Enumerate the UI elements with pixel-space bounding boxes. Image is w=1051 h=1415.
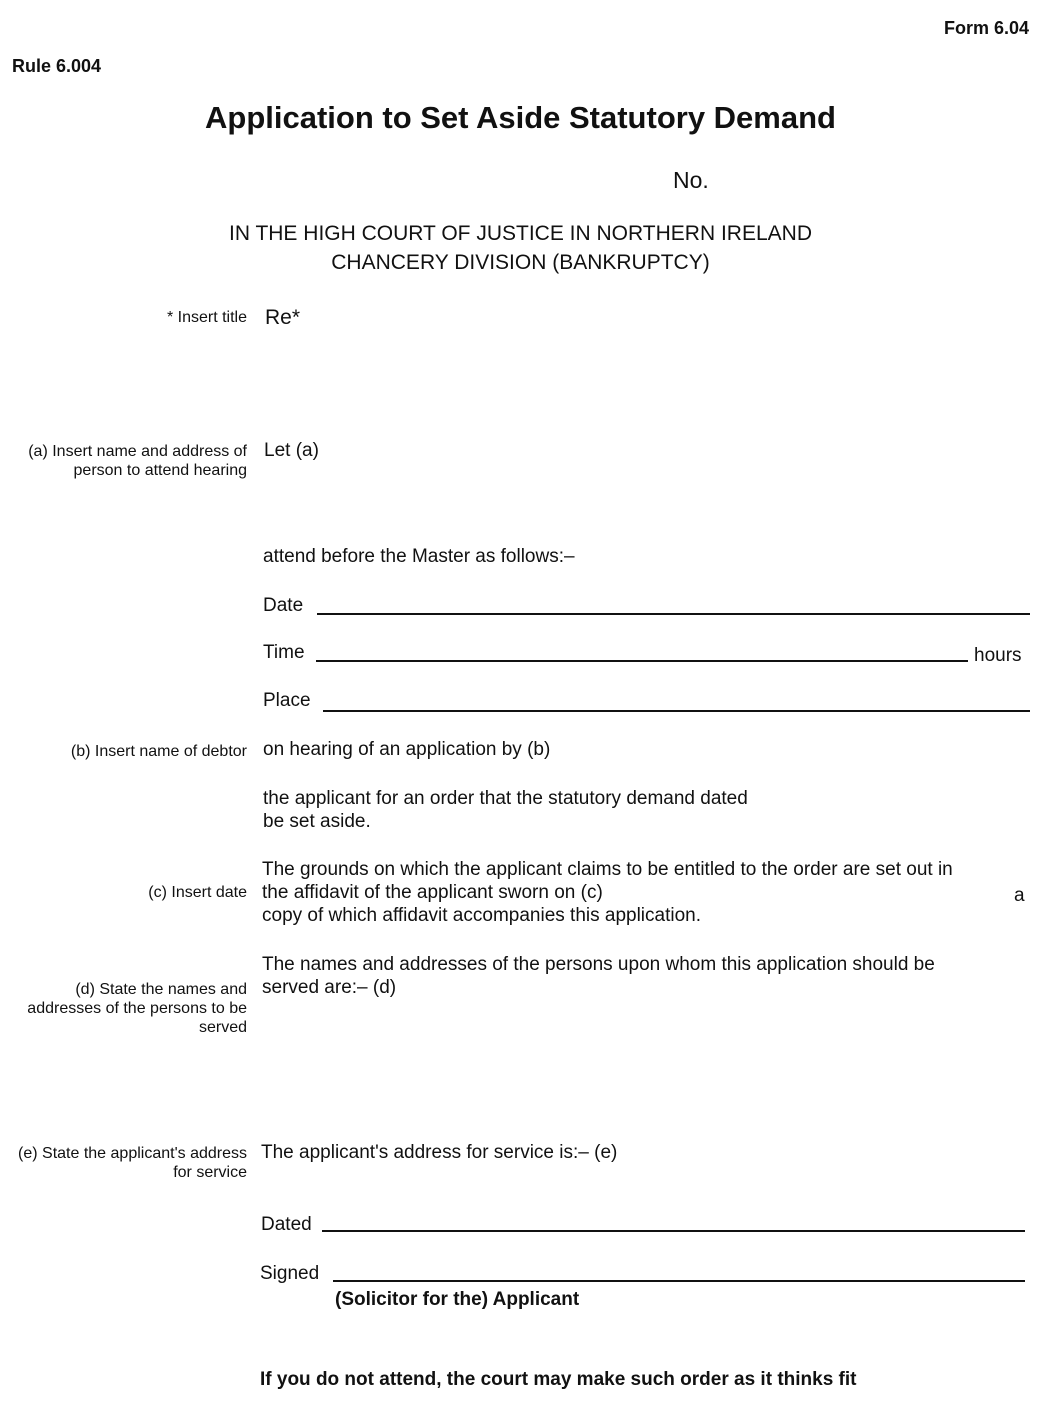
re-title: Re* (265, 306, 301, 329)
address-service-line: The applicant's address for service is:– (e) (261, 1142, 618, 1163)
applicant-line-1: the applicant for an order that the statutory demand dated (263, 788, 748, 809)
margin-note-b: (b) Insert name of debtor (70, 743, 247, 760)
margin-note-c: (c) Insert date (148, 884, 247, 901)
names-line-1: The names and addresses of the persons upon whom this application should be (262, 954, 935, 975)
let-line: Let (a) (264, 440, 319, 461)
solicitor-label: (Solicitor for the) Applicant (335, 1289, 580, 1310)
time-label: Time (263, 642, 305, 663)
date-label: Date (263, 595, 304, 616)
court-division: CHANCERY DIVISION (BANKRUPTCY) (331, 251, 710, 274)
place-blank-line (323, 710, 1030, 712)
grounds-line-1: The grounds on which the applicant claims to be entitled to the order are set out in (262, 859, 953, 880)
names-line-2: served are:– (d) (262, 977, 397, 998)
place-label: Place (263, 690, 311, 711)
warning-note: If you do not attend, the court may make such order as it thinks fit (260, 1369, 857, 1390)
dated-blank-line (322, 1230, 1025, 1232)
form-number: Form 6.04 (943, 18, 1029, 38)
grounds-line-3: copy of which affidavit accompanies this application. (262, 905, 702, 926)
grounds-a: a (1014, 885, 1025, 906)
margin-note-insert-title: * Insert title (166, 309, 247, 326)
signed-label: Signed (260, 1263, 320, 1284)
time-blank-line (316, 660, 968, 662)
attend-line: attend before the Master as follows:– (263, 546, 575, 567)
court-name: IN THE HIGH COURT OF JUSTICE IN NORTHERN IRELAND (228, 222, 812, 245)
date-blank-line (317, 613, 1030, 615)
dated-label: Dated (261, 1214, 312, 1235)
margin-note-d: (d) State the names and addresses of the persons to be served (27, 981, 247, 1036)
applicant-line-2: be set aside. (263, 811, 371, 832)
margin-note-e: (e) State the applicant's address for service (18, 1145, 247, 1181)
signed-blank-line (333, 1280, 1025, 1282)
grounds-line-2: the affidavit of the applicant sworn on (c) (262, 882, 603, 903)
hours-label: hours (974, 645, 1022, 666)
margin-note-a: (a) Insert name and address of person to attend hearing (28, 443, 247, 479)
form-title: Application to Set Aside Statutory Demand (205, 100, 836, 135)
case-number-label: No. (673, 167, 709, 193)
hearing-line: on hearing of an application by (b) (263, 739, 551, 760)
rule-number: Rule 6.004 (12, 56, 102, 76)
